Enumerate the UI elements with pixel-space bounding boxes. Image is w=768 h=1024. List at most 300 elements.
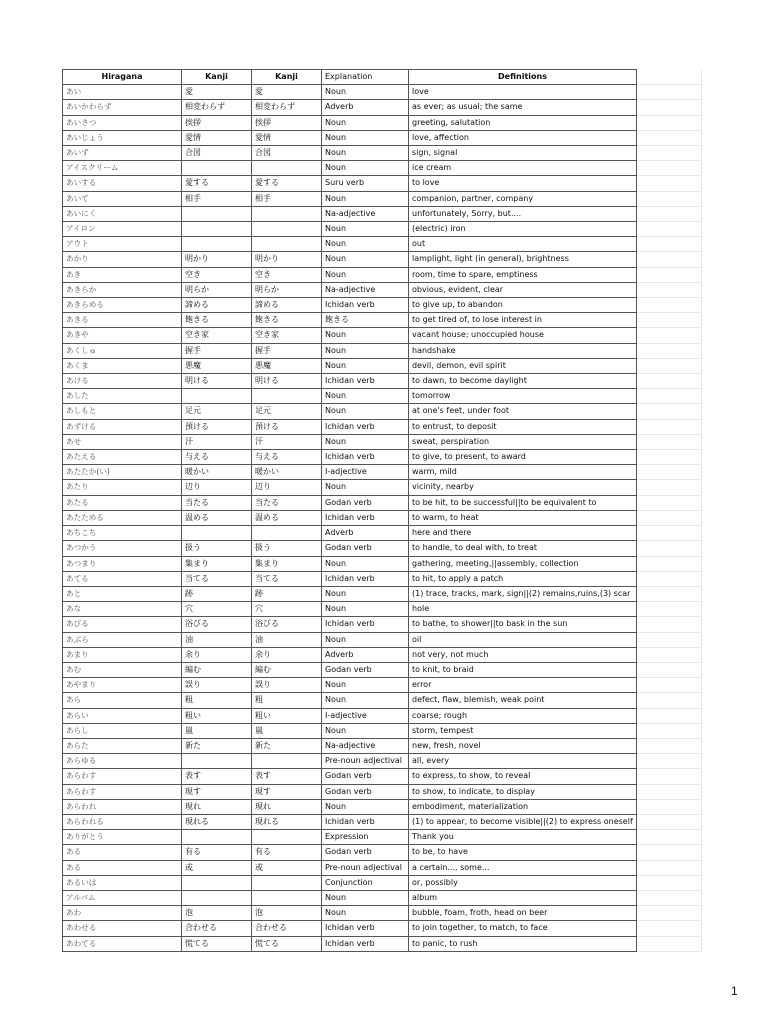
definition-cell: to warm, to heat [409, 510, 637, 525]
hiragana-cell: アルバム [63, 890, 182, 905]
header-kanji-1: Kanji [182, 70, 252, 85]
kanji-alt-cell [252, 222, 322, 237]
definition-cell: gathering, meeting,||assembly, collection [409, 556, 637, 571]
table-row [63, 936, 702, 951]
hiragana-cell: あわ [63, 906, 182, 921]
hiragana-cell: あわてる [63, 936, 182, 951]
kanji-cell [182, 161, 252, 176]
empty-column-cell [637, 617, 702, 632]
explanation-cell: Noun [322, 191, 409, 206]
kanji-alt-cell: 余り [252, 647, 322, 662]
table-row [63, 693, 702, 708]
table-row [63, 450, 702, 465]
kanji-cell: 愛する [182, 176, 252, 191]
explanation-cell: Noun [322, 222, 409, 237]
definition-cell: to bathe, to shower||to bask in the sun [409, 617, 637, 632]
hiragana-cell: あやまり [63, 678, 182, 693]
kanji-cell: 汗 [182, 434, 252, 449]
kanji-cell: 浴びる [182, 617, 252, 632]
hiragana-cell: あいする [63, 176, 182, 191]
hiragana-cell: あらゆる [63, 754, 182, 769]
kanji-alt-cell: 明かり [252, 252, 322, 267]
hiragana-cell: アイロン [63, 222, 182, 237]
empty-column-cell [637, 647, 702, 662]
kanji-alt-cell: 粗 [252, 693, 322, 708]
table-row [63, 130, 702, 145]
empty-column-cell [637, 130, 702, 145]
explanation-cell: Noun [322, 252, 409, 267]
empty-column-cell [637, 830, 702, 845]
definition-cell: oil [409, 632, 637, 647]
explanation-cell: Godan verb [322, 769, 409, 784]
header-row [63, 70, 702, 85]
empty-column-cell [637, 191, 702, 206]
table-row [63, 222, 702, 237]
kanji-alt-cell: 穴 [252, 602, 322, 617]
empty-column-cell [637, 890, 702, 905]
definition-cell: to be hit, to be successful||to be equivalent to [409, 495, 637, 510]
kanji-alt-cell: 編む [252, 662, 322, 677]
table-row [63, 374, 702, 389]
table-row [63, 754, 702, 769]
explanation-cell: Adverb [322, 647, 409, 662]
definition-cell: handshake [409, 343, 637, 358]
kanji-cell: 表す [182, 769, 252, 784]
definition-cell: to join together, to match, to face [409, 921, 637, 936]
table-row [63, 282, 702, 297]
hiragana-cell: あくしゅ [63, 343, 182, 358]
empty-column-cell [637, 328, 702, 343]
empty-column-cell [637, 571, 702, 586]
empty-column-cell [637, 298, 702, 313]
empty-column-cell [637, 708, 702, 723]
empty-column-cell [637, 313, 702, 328]
kanji-cell: 現れ [182, 799, 252, 814]
explanation-cell: Noun [322, 723, 409, 738]
definition-cell: album [409, 890, 637, 905]
explanation-cell: Adverb [322, 526, 409, 541]
explanation-cell: I-adjective [322, 708, 409, 723]
kanji-alt-cell: 当てる [252, 571, 322, 586]
table-row [63, 480, 702, 495]
table-row [63, 191, 702, 206]
empty-column-cell [637, 450, 702, 465]
table-row [63, 100, 702, 115]
kanji-cell: 悪魔 [182, 358, 252, 373]
kanji-alt-cell: 浴びる [252, 617, 322, 632]
kanji-cell: 編む [182, 662, 252, 677]
kanji-alt-cell: 空き家 [252, 328, 322, 343]
kanji-alt-cell: 暖かい [252, 465, 322, 480]
explanation-cell: Ichidan verb [322, 450, 409, 465]
kanji-alt-cell [252, 206, 322, 221]
table-row [63, 602, 702, 617]
table-row [63, 586, 702, 601]
header-kanji-2: Kanji [252, 70, 322, 85]
kanji-alt-cell: 慌てる [252, 936, 322, 951]
kanji-alt-cell [252, 754, 322, 769]
empty-column-cell [637, 799, 702, 814]
table-row [63, 404, 702, 419]
definition-cell: not very, not much [409, 647, 637, 662]
kanji-cell: 合わせる [182, 921, 252, 936]
hiragana-cell: あぶら [63, 632, 182, 647]
explanation-cell: Noun [322, 890, 409, 905]
empty-column-cell [637, 738, 702, 753]
hiragana-cell: あくま [63, 358, 182, 373]
definition-cell: coarse; rough [409, 708, 637, 723]
explanation-cell: Pre-noun adjectival [322, 754, 409, 769]
empty-column-cell [637, 723, 702, 738]
definition-cell: to hit, to apply a patch [409, 571, 637, 586]
empty-column-cell [637, 556, 702, 571]
table-row [63, 328, 702, 343]
kanji-alt-cell: 粗い [252, 708, 322, 723]
kanji-cell: 温める [182, 510, 252, 525]
hiragana-cell: あな [63, 602, 182, 617]
hiragana-cell: あたり [63, 480, 182, 495]
kanji-cell [182, 526, 252, 541]
kanji-cell: 空き家 [182, 328, 252, 343]
header-hiragana: Hiragana [63, 70, 182, 85]
definition-cell: to show, to indicate, to display [409, 784, 637, 799]
empty-column-cell [637, 526, 702, 541]
table-row [63, 161, 702, 176]
empty-column-cell [637, 115, 702, 130]
empty-column-cell [637, 906, 702, 921]
empty-column-cell [637, 754, 702, 769]
explanation-cell: Ichidan verb [322, 814, 409, 829]
explanation-cell: Noun [322, 799, 409, 814]
hiragana-cell: あき [63, 267, 182, 282]
kanji-alt-cell: 愛 [252, 85, 322, 100]
explanation-cell: Ichidan verb [322, 419, 409, 434]
kanji-alt-cell [252, 526, 322, 541]
table-row [63, 890, 702, 905]
empty-column-cell [637, 176, 702, 191]
hiragana-cell: アウト [63, 237, 182, 252]
definition-cell: embodiment, materialization [409, 799, 637, 814]
table-row [63, 799, 702, 814]
table-row [63, 252, 702, 267]
kanji-cell: 明らか [182, 282, 252, 297]
hiragana-cell: あした [63, 389, 182, 404]
kanji-cell: 或 [182, 860, 252, 875]
kanji-alt-cell: 扱う [252, 541, 322, 556]
table-row [63, 206, 702, 221]
table-row [63, 647, 702, 662]
kanji-cell: 空き [182, 267, 252, 282]
page-number: 1 [731, 984, 738, 998]
empty-column-cell [637, 495, 702, 510]
empty-column-cell [637, 389, 702, 404]
empty-column-cell [637, 282, 702, 297]
kanji-alt-cell: 有る [252, 845, 322, 860]
hiragana-cell: あたえる [63, 450, 182, 465]
hiragana-cell: あいかわらず [63, 100, 182, 115]
table-row [63, 769, 702, 784]
explanation-cell: Godan verb [322, 662, 409, 677]
empty-column-cell [637, 206, 702, 221]
hiragana-cell: あら [63, 693, 182, 708]
kanji-alt-cell: 表す [252, 769, 322, 784]
explanation-cell: Godan verb [322, 784, 409, 799]
table-row [63, 358, 702, 373]
empty-column-cell [637, 510, 702, 525]
kanji-alt-cell: 汗 [252, 434, 322, 449]
kanji-alt-cell: 飽きる [252, 313, 322, 328]
empty-column-cell [637, 845, 702, 860]
explanation-cell: Noun [322, 328, 409, 343]
empty-column-cell [637, 146, 702, 161]
kanji-cell [182, 389, 252, 404]
kanji-cell: 預ける [182, 419, 252, 434]
kanji-cell: 集まり [182, 556, 252, 571]
kanji-cell: 嵐 [182, 723, 252, 738]
explanation-cell: Ichidan verb [322, 936, 409, 951]
definition-cell: to entrust, to deposit [409, 419, 637, 434]
empty-column-cell [637, 100, 702, 115]
kanji-cell: 諦める [182, 298, 252, 313]
empty-column-cell [637, 358, 702, 373]
definition-cell: (1) to appear, to become visible||(2) to express oneself [409, 814, 637, 829]
kanji-alt-cell [252, 161, 322, 176]
explanation-cell: Ichidan verb [322, 571, 409, 586]
definition-cell: here and there [409, 526, 637, 541]
table-row [63, 343, 702, 358]
kanji-cell: 現れる [182, 814, 252, 829]
kanji-cell: 有る [182, 845, 252, 860]
kanji-alt-cell [252, 389, 322, 404]
definition-cell: lamplight, light (in general), brightness [409, 252, 637, 267]
definition-cell: to love [409, 176, 637, 191]
explanation-cell: Ichidan verb [322, 374, 409, 389]
explanation-cell: Noun [322, 146, 409, 161]
empty-column-cell [637, 541, 702, 556]
kanji-cell: 飽きる [182, 313, 252, 328]
kanji-cell: 明かり [182, 252, 252, 267]
table-row [63, 434, 702, 449]
table-row [63, 632, 702, 647]
table-row [63, 678, 702, 693]
kanji-alt-cell [252, 830, 322, 845]
kanji-cell: 相変わらず [182, 100, 252, 115]
kanji-cell: 新た [182, 738, 252, 753]
table-row [63, 419, 702, 434]
explanation-cell: Adverb [322, 100, 409, 115]
definition-cell: to give, to present, to award [409, 450, 637, 465]
kanji-cell [182, 222, 252, 237]
empty-column-cell [637, 860, 702, 875]
definition-cell: greeting, salutation [409, 115, 637, 130]
hiragana-cell: あたる [63, 495, 182, 510]
explanation-cell: Ichidan verb [322, 298, 409, 313]
table-row [63, 313, 702, 328]
empty-column-cell [637, 936, 702, 951]
kanji-alt-cell: 現れる [252, 814, 322, 829]
explanation-cell: Na-adjective [322, 738, 409, 753]
hiragana-cell: あしもと [63, 404, 182, 419]
table-row [63, 784, 702, 799]
table-row [63, 738, 702, 753]
definition-cell: to handle, to deal with, to treat [409, 541, 637, 556]
hiragana-cell: あてる [63, 571, 182, 586]
hiragana-cell: あわせる [63, 921, 182, 936]
table-row [63, 556, 702, 571]
kanji-cell [182, 830, 252, 845]
kanji-cell: 余り [182, 647, 252, 662]
vocabulary-table [62, 69, 702, 952]
empty-column-cell [637, 343, 702, 358]
hiragana-cell: あせ [63, 434, 182, 449]
explanation-cell: Noun [322, 85, 409, 100]
definition-cell: to be, to have [409, 845, 637, 860]
definition-cell: to express, to show, to reveal [409, 769, 637, 784]
kanji-alt-cell: 合わせる [252, 921, 322, 936]
definition-cell: or, possibly [409, 875, 637, 890]
explanation-cell: Noun [322, 586, 409, 601]
kanji-cell: 辺り [182, 480, 252, 495]
hiragana-cell: あらわれる [63, 814, 182, 829]
definition-cell: to get tired of, to lose interest in [409, 313, 637, 328]
table-row [63, 237, 702, 252]
kanji-cell: 当てる [182, 571, 252, 586]
definition-cell: vacant house; unoccupied house [409, 328, 637, 343]
kanji-alt-cell: 嵐 [252, 723, 322, 738]
hiragana-cell: あかり [63, 252, 182, 267]
hiragana-cell: あたためる [63, 510, 182, 525]
kanji-alt-cell: 誤り [252, 678, 322, 693]
explanation-cell: Noun [322, 678, 409, 693]
kanji-alt-cell [252, 875, 322, 890]
empty-column-cell [637, 70, 702, 85]
table-row [63, 526, 702, 541]
definition-cell: storm, tempest [409, 723, 637, 738]
empty-column-cell [637, 480, 702, 495]
table-row [63, 267, 702, 282]
kanji-cell: 合図 [182, 146, 252, 161]
definition-cell: as ever; as usual; the same [409, 100, 637, 115]
empty-column-cell [637, 662, 702, 677]
kanji-cell: 当たる [182, 495, 252, 510]
definition-cell: tomorrow [409, 389, 637, 404]
hiragana-cell: あいさつ [63, 115, 182, 130]
explanation-cell: Expression [322, 830, 409, 845]
hiragana-cell: あらた [63, 738, 182, 753]
definition-cell: to knit, to braid [409, 662, 637, 677]
definition-cell: error [409, 678, 637, 693]
explanation-cell: Ichidan verb [322, 921, 409, 936]
table-row [63, 85, 702, 100]
explanation-cell: Pre-noun adjectival [322, 860, 409, 875]
kanji-cell [182, 890, 252, 905]
header-definitions: Definitions [409, 70, 637, 85]
kanji-cell: 誤り [182, 678, 252, 693]
explanation-cell: Noun [322, 358, 409, 373]
table-row [63, 860, 702, 875]
kanji-alt-cell: 或 [252, 860, 322, 875]
kanji-cell: 扱う [182, 541, 252, 556]
kanji-cell: 慌てる [182, 936, 252, 951]
explanation-cell: Noun [322, 115, 409, 130]
kanji-cell: 足元 [182, 404, 252, 419]
definition-cell: hole [409, 602, 637, 617]
explanation-cell: Suru verb [322, 176, 409, 191]
empty-column-cell [637, 434, 702, 449]
empty-column-cell [637, 267, 702, 282]
explanation-cell: Na-adjective [322, 206, 409, 221]
table-row [63, 617, 702, 632]
table-row [63, 115, 702, 130]
hiragana-cell: あきる [63, 313, 182, 328]
kanji-cell [182, 875, 252, 890]
definition-cell: a certain..., some... [409, 860, 637, 875]
kanji-alt-cell: 悪魔 [252, 358, 322, 373]
empty-column-cell [637, 419, 702, 434]
kanji-alt-cell: 当たる [252, 495, 322, 510]
hiragana-cell: ある [63, 845, 182, 860]
explanation-cell: Noun [322, 343, 409, 358]
explanation-cell: Noun [322, 404, 409, 419]
hiragana-cell: あたたか(い) [63, 465, 182, 480]
kanji-cell [182, 754, 252, 769]
hiragana-cell: あらわす [63, 784, 182, 799]
definition-cell: warm, mild [409, 465, 637, 480]
definition-cell: room, time to spare, emptiness [409, 267, 637, 282]
explanation-cell: Godan verb [322, 845, 409, 860]
definition-cell: Thank you [409, 830, 637, 845]
kanji-cell: 愛 [182, 85, 252, 100]
explanation-cell: Godan verb [322, 541, 409, 556]
empty-column-cell [637, 769, 702, 784]
empty-column-cell [637, 374, 702, 389]
hiragana-cell: あいにく [63, 206, 182, 221]
definition-cell: defect, flaw, blemish, weak point [409, 693, 637, 708]
empty-column-cell [637, 814, 702, 829]
hiragana-cell: あまり [63, 647, 182, 662]
definition-cell: new, fresh, novel [409, 738, 637, 753]
definition-cell: (electric) iron [409, 222, 637, 237]
hiragana-cell: あらし [63, 723, 182, 738]
kanji-cell: 穴 [182, 602, 252, 617]
kanji-cell: 現す [182, 784, 252, 799]
definition-cell: at one's feet, under foot [409, 404, 637, 419]
empty-column-cell [637, 784, 702, 799]
header-explanation: Explanation [322, 70, 409, 85]
hiragana-cell: あと [63, 586, 182, 601]
table-row [63, 541, 702, 556]
explanation-cell: Noun [322, 434, 409, 449]
definition-cell: all, every [409, 754, 637, 769]
explanation-cell: Noun [322, 632, 409, 647]
empty-column-cell [637, 602, 702, 617]
kanji-alt-cell: 温める [252, 510, 322, 525]
kanji-alt-cell: 諦める [252, 298, 322, 313]
hiragana-cell: あきや [63, 328, 182, 343]
explanation-cell: I-adjective [322, 465, 409, 480]
kanji-cell: 油 [182, 632, 252, 647]
explanation-cell: Noun [322, 161, 409, 176]
table-row [63, 510, 702, 525]
kanji-cell: 挨拶 [182, 115, 252, 130]
explanation-cell: Noun [322, 693, 409, 708]
kanji-cell: 泡 [182, 906, 252, 921]
explanation-cell: 飽きる [322, 313, 409, 328]
hiragana-cell: あらい [63, 708, 182, 723]
table-row [63, 921, 702, 936]
kanji-alt-cell: 握手 [252, 343, 322, 358]
kanji-cell [182, 237, 252, 252]
